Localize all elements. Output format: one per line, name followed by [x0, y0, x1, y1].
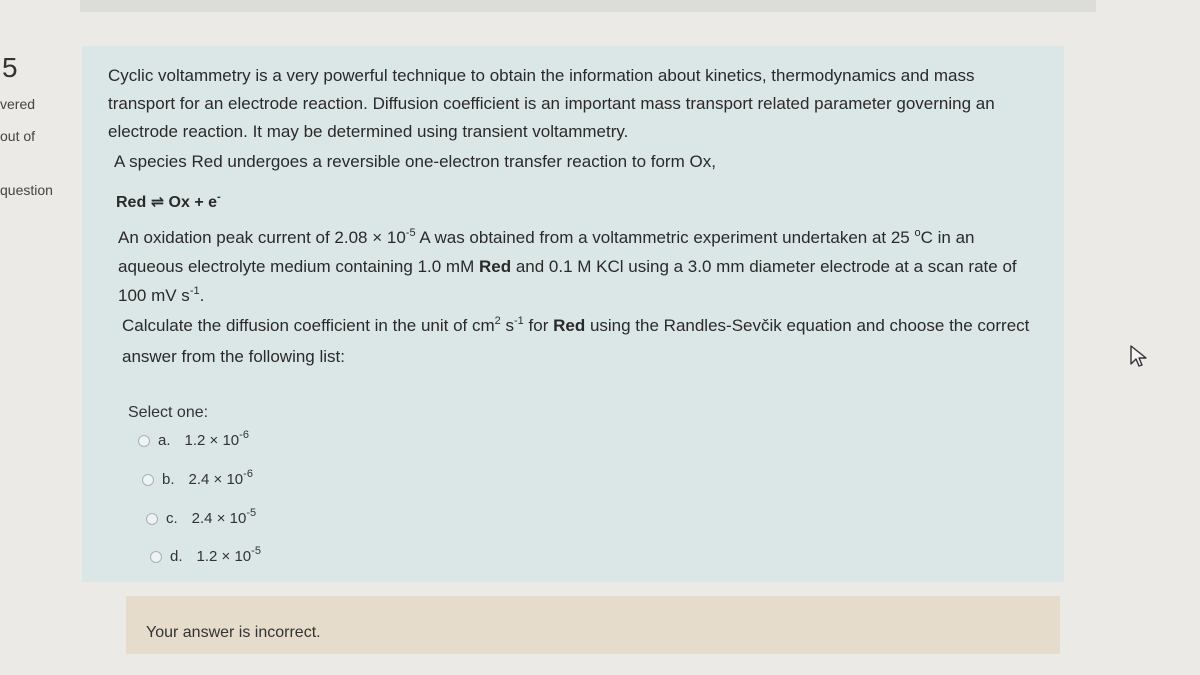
calculation-prompt: [122, 310, 1029, 372]
radio-button-icon[interactable]: [142, 474, 154, 486]
given-line-1: An oxidation peak current of $2.08 \times 10^{-5}$ A was obtained from a voltammetric experiment undertaken at 25 $^o$C in an: [118, 227, 975, 247]
equilibrium-arrow-icon: ⇌: [150, 194, 165, 211]
intro-line-2: transport for an electrode reaction. Diffusion coefficient is an important mass transport related parameter governing an: [108, 94, 995, 113]
top-bar: [80, 0, 1096, 12]
reactant: Red: [116, 194, 147, 211]
feedback-box: [126, 596, 1060, 654]
option-value: $2.4 \times 10^{-5}$: [191, 507, 257, 527]
option-b[interactable]: [142, 468, 253, 488]
radio-button-icon[interactable]: [146, 513, 158, 525]
select-one-label: Select one:: [128, 404, 209, 421]
given-data: [118, 223, 1017, 310]
mouse-pointer-icon: [1129, 344, 1149, 368]
option-a[interactable]: [138, 429, 249, 449]
question-intro: [108, 62, 995, 146]
calc-line-2: answer from the following list:: [122, 347, 345, 366]
given-line-3: 100 mV $s^{-1}$.: [118, 285, 205, 305]
option-value: $1.2 \times 10^{-6}$: [184, 429, 249, 449]
reaction-equation: [116, 192, 221, 212]
question-number: 5: [2, 52, 18, 83]
option-letter: a.: [158, 432, 171, 449]
given-line-2: aqueous electrolyte medium containing 1.0 mM Red and 0.1 M KCl using a 3.0 mm diameter electrode at a scan rate of: [118, 257, 1017, 276]
radio-button-icon[interactable]: [150, 551, 162, 563]
option-value: $2.4 \times 10^{-6}$: [188, 468, 253, 488]
question-info-panel: [0, 44, 68, 214]
radio-button-icon[interactable]: [138, 435, 150, 447]
option-d[interactable]: [150, 545, 261, 565]
option-letter: d.: [170, 548, 183, 565]
marks-out-of: out of: [0, 128, 36, 144]
products: Ox + e: [168, 194, 218, 211]
option-letter: b.: [162, 471, 175, 488]
flag-question-label[interactable]: question: [0, 182, 53, 198]
option-value: $1.2 \times 10^{-5}$: [196, 545, 261, 565]
intro-line-1: Cyclic voltammetry is a very powerful technique to obtain the information about kinetics, thermodynamics and mass: [108, 66, 975, 85]
species-statement: A species Red undergoes a reversible one-electron transfer reaction to form Ox,: [114, 152, 716, 171]
answered-status: vered: [0, 96, 36, 112]
option-letter: c.: [166, 510, 178, 527]
feedback-text: Your answer is incorrect.: [146, 624, 321, 641]
electron-charge: -: [217, 191, 221, 203]
calc-line-1: Calculate the diffusion coefficient in the unit of $cm^2$ $s^{-1}$ for Red using the Randles-Sevčik equation and choose the correct: [122, 315, 1030, 335]
intro-line-3: electrode reaction. It may be determined using transient voltammetry.: [108, 122, 629, 141]
option-c[interactable]: [146, 507, 257, 527]
